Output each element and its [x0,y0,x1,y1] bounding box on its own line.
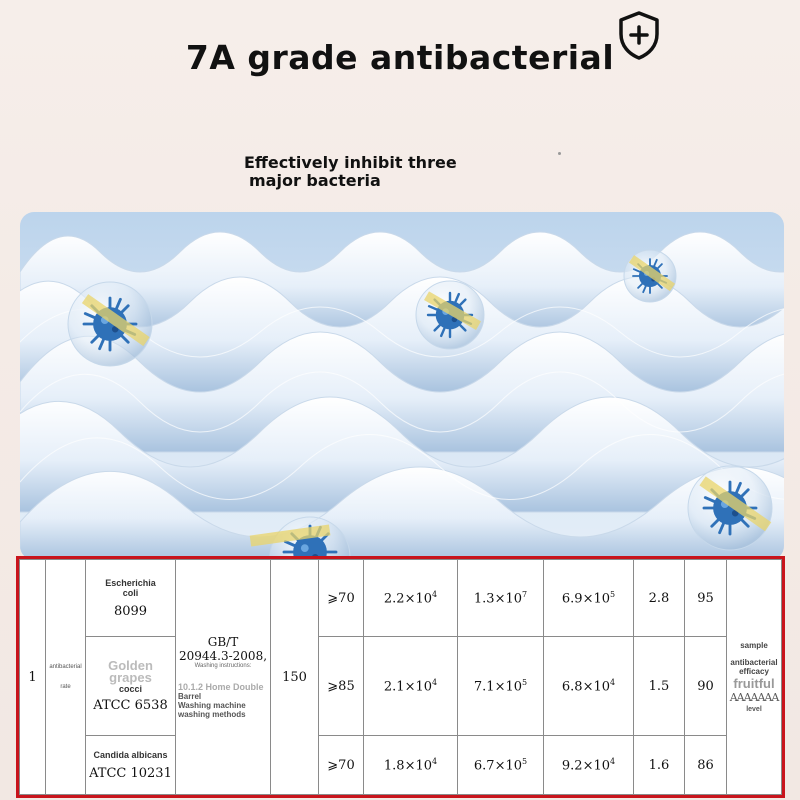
value-2-exponent: 7 [522,589,528,599]
result-line-6: level [746,706,762,713]
fabric-waves-illustration [20,212,784,560]
value-1-cell [364,560,458,637]
shield-plus-icon [616,10,662,60]
bacteria-bubble-1 [68,282,152,366]
standard-number: 20944.3-2008, [178,649,268,663]
log-value: 2.8 [648,590,670,606]
value-1-exponent: 4 [432,589,438,599]
value-3-exponent: 4 [610,678,616,688]
table-row [20,736,782,795]
row-number: 1 [28,669,37,685]
strain-cell [86,637,176,736]
subtitle [244,154,544,190]
value-2: 6.7×10 [473,758,522,774]
value-1: 2.2×10 [383,591,432,607]
value-3: 6.8×10 [561,679,610,695]
threshold-value: ⩾70 [327,757,355,773]
value-1-exponent: 4 [432,678,438,688]
value-1: 2.1×10 [383,679,432,695]
value-2-cell [458,560,544,637]
strain-name-line-2: coli [122,587,139,598]
rate-cell [685,560,727,637]
log-cell [634,560,685,637]
value-3-exponent: 4 [610,756,616,766]
result-cell [727,560,782,795]
bacteria-bubble-4 [688,466,772,550]
standard-method-line-2: Barrel [178,692,202,701]
value-1: 1.8×10 [383,758,432,774]
strain-code: ATCC 6538 [93,697,168,713]
result-line-3: efficacy [739,667,769,676]
subtitle-line-1: Effectively inhibit three [244,153,457,172]
strain-name-line-2: grapes [109,669,152,685]
strain-code: ATCC 10231 [89,765,172,781]
standard-method-line-3: Washing machine [178,701,246,710]
standard-code: GB/T [207,635,239,649]
threshold-cell [319,637,364,736]
value-1-cell [364,736,458,795]
strain-name-line-1: Golden [108,657,153,673]
value-2: 1.3×10 [473,591,522,607]
result-line-2: antibacterial [730,658,778,667]
value-2-cell [458,736,544,795]
rate-cell [685,637,727,736]
value-1-cell [364,637,458,736]
count-value: 150 [282,669,307,685]
standard-cell [176,560,271,795]
standard-method-line-4: washing methods [178,710,246,719]
rate-value: 90 [697,678,714,694]
strain-name-line-3: cocci [118,683,142,694]
test-results-table [16,556,785,798]
speck-decoration [558,152,561,155]
fabric-image [20,212,784,560]
log-value: 1.5 [648,678,670,694]
standard-note: Washing instructions: [194,663,252,669]
strain-name-line-1: Candida albicans [93,749,168,760]
value-3: 9.2×10 [561,758,610,774]
value-2-exponent: 5 [522,678,528,688]
log-value: 1.6 [648,757,670,773]
strain-cell [86,736,176,795]
value-2-exponent: 5 [522,756,528,766]
strain-cell [86,560,176,637]
count-cell [271,560,319,795]
threshold-value: ⩾85 [327,678,355,694]
threshold-cell [319,736,364,795]
value-2: 7.1×10 [473,679,522,695]
rate-value: 86 [697,757,714,773]
subtitle-line-2: major bacteria [249,171,381,190]
value-3-exponent: 5 [610,589,616,599]
strain-code: 8099 [113,603,148,619]
log-cell [634,637,685,736]
item-sub: rate [60,684,71,690]
row-number-cell [20,560,46,795]
value-3-cell [544,637,634,736]
threshold-cell [319,560,364,637]
value-1-exponent: 4 [432,756,438,766]
value-2-cell [458,637,544,736]
bacteria-bubble-3 [624,250,676,302]
value-3: 6.9×10 [561,591,610,607]
log-cell [634,736,685,795]
rate-value: 95 [697,590,714,606]
result-line-5: AAAAAAA [729,691,779,704]
result-line-4: fruitful [733,676,775,691]
page-title: 7A grade antibacterial [185,38,615,77]
result-line-1: sample [740,641,768,650]
bacteria-bubble-2 [416,281,484,349]
standard-method-line-1: 10.1.2 Home Double [178,682,264,692]
table-row [20,560,782,637]
strain-name-line-1: Escherichia [105,577,156,588]
item-label: antibacterial [49,664,82,670]
threshold-value: ⩾70 [327,590,355,606]
item-cell [46,560,86,795]
rate-cell [685,736,727,795]
value-3-cell [544,736,634,795]
value-3-cell [544,560,634,637]
table-row [20,637,782,736]
